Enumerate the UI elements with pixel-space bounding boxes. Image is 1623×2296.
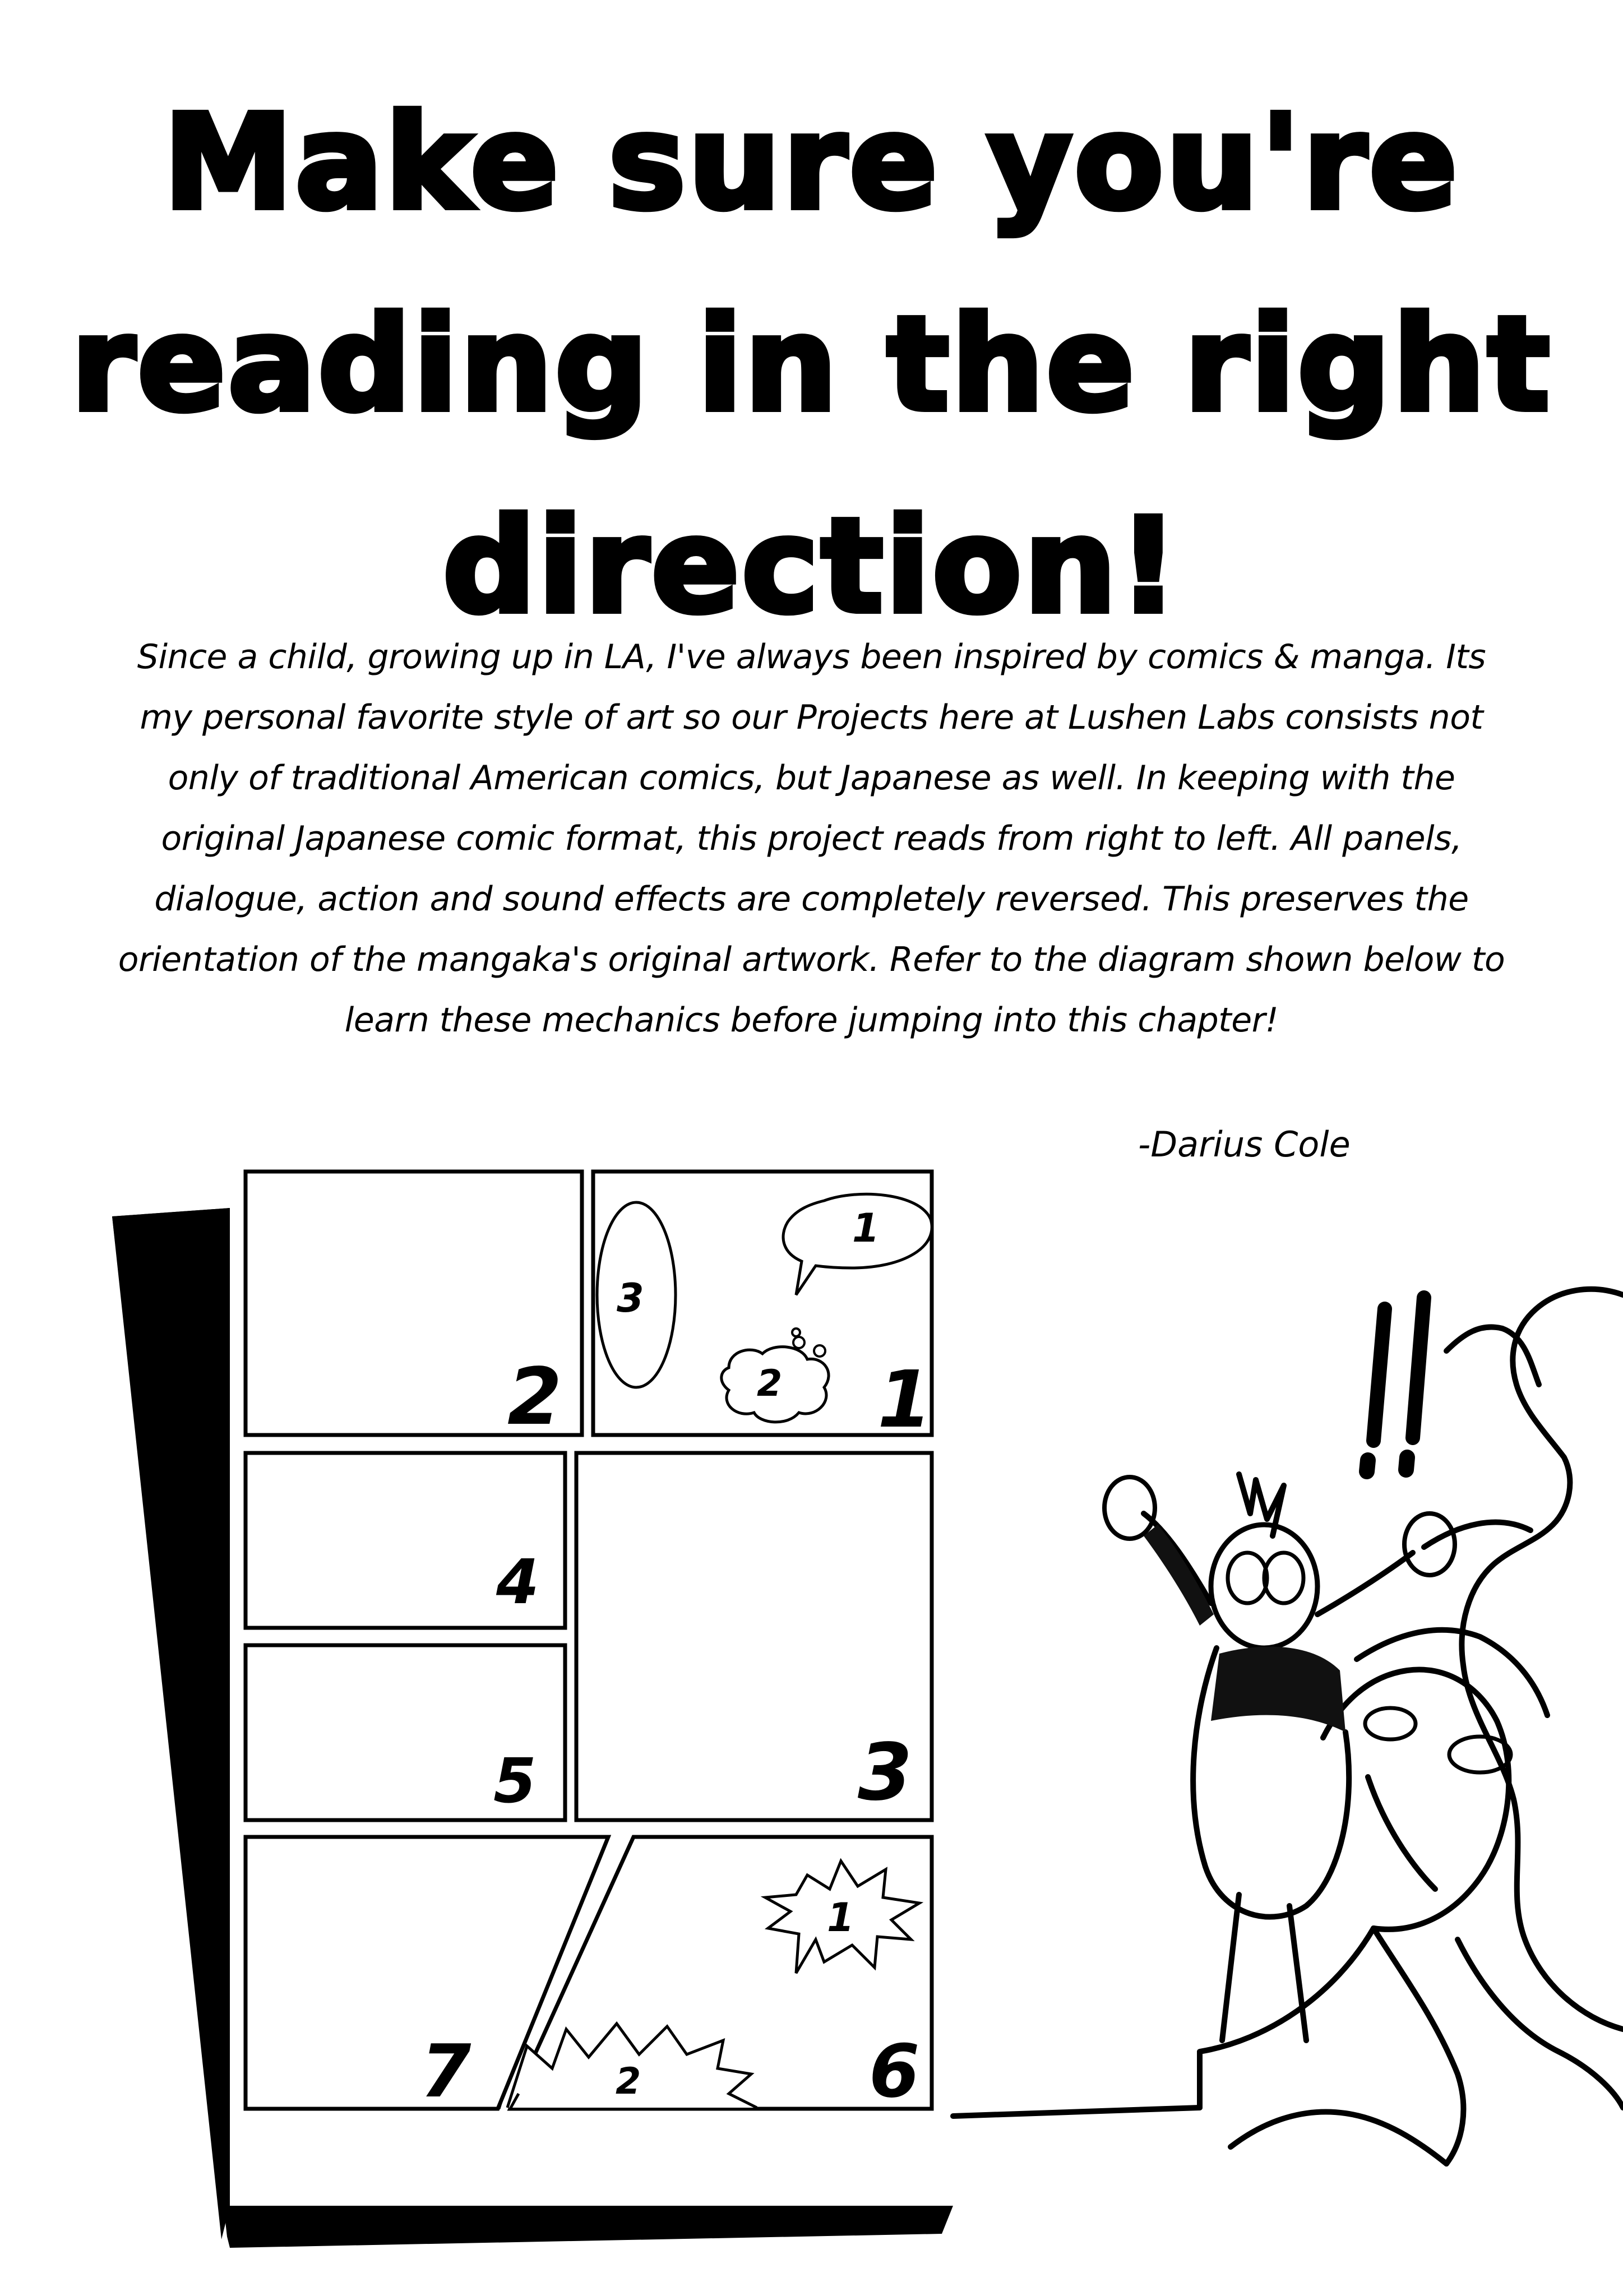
figure-arm-shading <box>1144 1525 1214 1626</box>
thought-bubble-number: 2 <box>757 1363 783 1405</box>
thought-dot <box>814 1345 825 1357</box>
thought-dot <box>793 1337 804 1348</box>
figure-body-shading <box>1211 1647 1345 1732</box>
headline-line-3: direction! <box>442 490 1181 642</box>
panel-number-2: 2 <box>507 1351 562 1443</box>
headline-line-1: Make sure you're <box>163 87 1460 238</box>
page-shadow-edge <box>112 1208 230 2239</box>
oval-bubble-number: 3 <box>617 1275 644 1321</box>
character-illustration <box>953 1289 1623 2164</box>
panel-number-6: 6 <box>869 2029 920 2114</box>
burst-bubble-number: 1 <box>827 1895 854 1941</box>
panel-number-5: 5 <box>493 1745 537 1817</box>
thought-dot <box>792 1328 800 1336</box>
bottom-burst-number: 2 <box>616 2061 641 2103</box>
panel-number-1: 1 <box>877 1354 932 1446</box>
intro-paragraph: Since a child, growing up in LA, I've always been inspired by comics & manga. Its my personal favorite style of art so our Projects here at Lushen Labs consists not only of traditional American comics, but Japanese as well. In keeping with the original Japanese comic format, this project reads from right to left. All panels, dialogue, action and sound effects are completely reversed. This preserves the orientation of the mangaka's original artwork. Refer to the diagram shown below to learn these mechanics before jumping into this chapter! <box>118 637 1505 1040</box>
panel-number-4: 4 <box>496 1546 539 1618</box>
panel-number-3: 3 <box>858 1727 913 1818</box>
headline-line-2: reading in the right <box>71 289 1552 440</box>
speech-bubble-number: 1 <box>852 1205 880 1251</box>
panel-number-7: 7 <box>420 2029 471 2114</box>
signature: -Darius Cole <box>1138 1124 1351 1165</box>
